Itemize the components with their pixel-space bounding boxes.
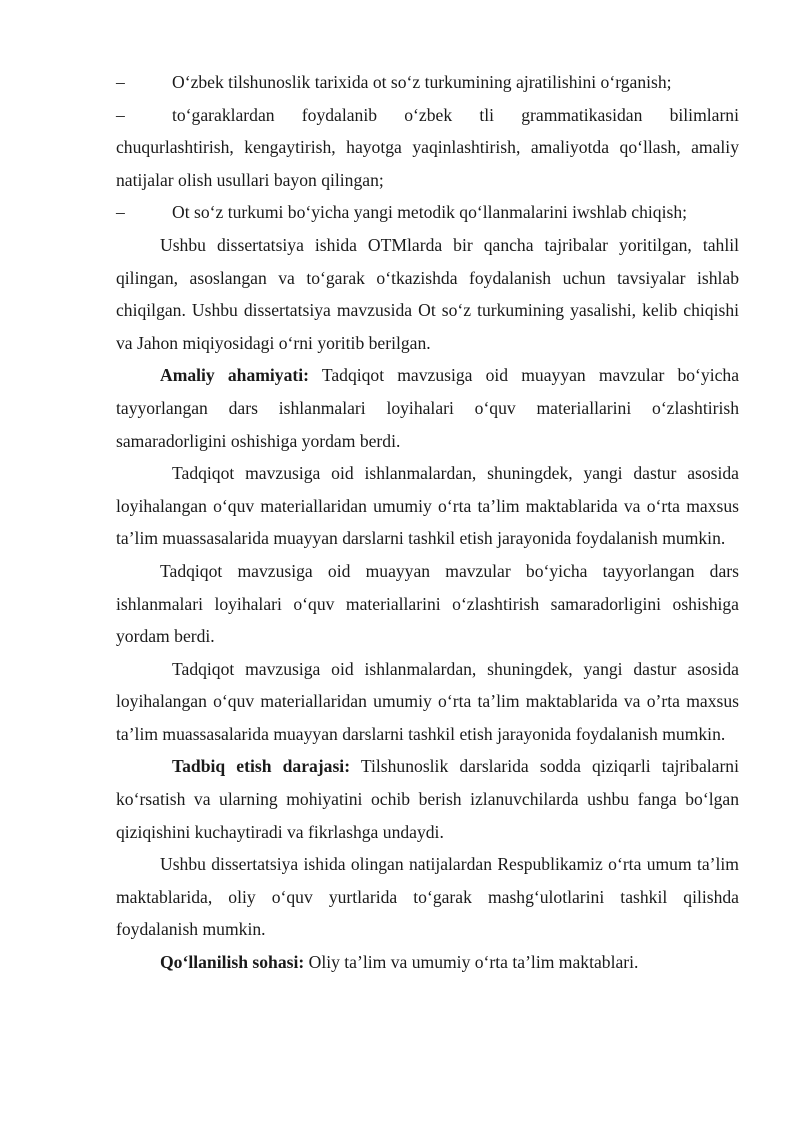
- paragraph-practical-significance: [116, 359, 739, 457]
- paragraph-usage: Tadqiqot mavzusiga oid ishlanmalardan, shuningdek, yangi dastur asosida loyihalangan o‘quv materiallaridan umumiy o‘rta ta’lim maktablarida va o‘rta maxsus ta’lim muassasalarida muayyan darslarni tashkil etish jarayonida foydalanish mumkin.: [116, 463, 739, 549]
- paragraph-results-application: Ushbu dissertatsiya ishida olingan natijalardan Respublikamiz o‘rta umum ta’lim maktablarida, oliy o‘quv yurtlarida to‘garak mashg‘ulotlarini tashkil qilishda foydalanish mumkin.: [116, 854, 739, 940]
- bullet-text: Ot so‘z turkumi bo‘yicha yangi metodik qo‘llanmalarini iwshlab chiqish;: [172, 202, 688, 223]
- section-label-application-area: Qo‘llanilish sohasi:: [160, 952, 305, 973]
- section-label-practical-significance: Amaliy ahamiyati:: [160, 365, 309, 386]
- paragraph-text: Tilshunoslik darslarida sodda qiziqarli tajribalarni ko‘rsatish va ularning mohiyatini ochib berish izlanuvchilarda ushbu fanga bo‘lgan qiziqishini kuchaytiradi va fikrlashga undaydi.: [116, 756, 739, 842]
- paragraph-research-topic: Tadqiqot mavzusiga oid muayyan mavzular bo‘yicha tayyorlangan dars ishlanmalari loyihalari o‘quv materiallarini o‘zlashtirish samaradorligini oshishiga yordam berdi.: [116, 560, 739, 647]
- paragraph-implementation-level: [116, 750, 739, 848]
- paragraph-usage-repeat: Tadqiqot mavzusiga oid ishlanmalardan, shuningdek, yangi dastur asosida loyihalangan o‘quv materiallaridan umumiy o‘rta ta’lim maktablarida va o’rta maxsus ta’lim muassasalarida muayyan darslarni tashkil etish jarayonida foydalanish mumkin.: [116, 658, 739, 744]
- paragraph-text: Tadqiqot mavzusiga oid muayyan mavzular bo‘yicha tayyorlangan dars ishlanmalari loyihalari o‘quv materiallarini o‘zlashtirish samaradorligini oshishiga yordam berdi.: [116, 365, 739, 451]
- section-label-implementation-level: Tadbiq etish darajasi:: [172, 756, 351, 777]
- bullet-text: to‘garaklardan foydalanib o‘zbek tli grammatikasidan bilimlarni chuqurlashtirish, kengaytirish, hayotga yaqinlashtirish, amaliyotda qo‘llash, amaliy natijalar olish usullari bayon qilingan;: [116, 104, 739, 190]
- bullet-text: O‘zbek tilshunoslik tarixida ot so‘z turkumining ajratilishini o‘rganish;: [172, 72, 672, 92]
- paragraph-dissertation-overview: Ushbu dissertatsiya ishida OTMlarda bir qancha tajribalar yoritilgan, tahlil qilingan, asoslangan va to‘garak o‘tkazishda foydalanish uchun tavsiyalar ishlab chiqilgan. Ushbu dissertatsiya mavzusida Ot so‘z turkumining yasalishi, kelib chiqishi va Jahon miqiyosidagi o‘rni yoritib berilgan.: [116, 234, 739, 353]
- bullet-dash: –: [116, 202, 125, 223]
- bullet-item: [116, 196, 739, 229]
- bullet-item: [116, 99, 739, 197]
- bullet-dash: –: [116, 72, 125, 92]
- bullet-item: [116, 66, 739, 99]
- paragraph-text: Oliy ta’lim va umumiy o‘rta ta’lim maktablari.: [304, 952, 639, 973]
- bullet-dash: –: [116, 104, 125, 125]
- paragraph-application-area: [116, 946, 739, 979]
